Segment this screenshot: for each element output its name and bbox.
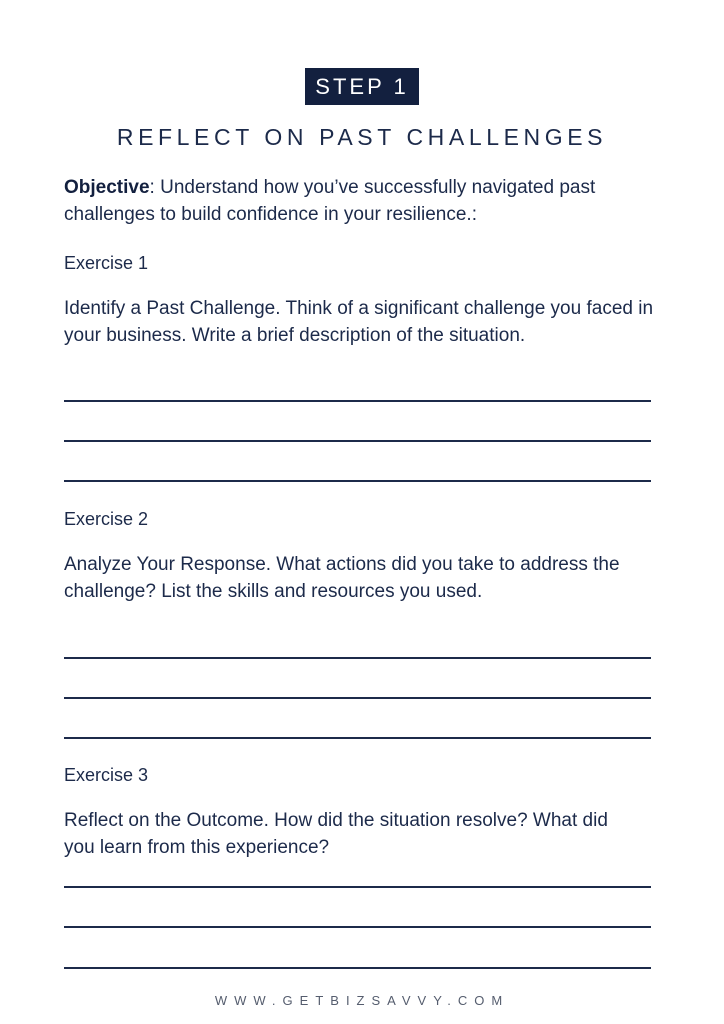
page-title: REFLECT ON PAST CHALLENGES [116, 124, 608, 150]
exercise-1-label: Exercise 1 [64, 253, 149, 273]
answer-line[interactable] [64, 440, 651, 442]
answer-line[interactable] [64, 480, 651, 482]
objective [64, 175, 664, 228]
exercise-2-label: Exercise 2 [64, 509, 149, 529]
answer-line[interactable] [64, 967, 651, 969]
footer-website: WWW.GETBIZSAVVY.COM [214, 993, 510, 1008]
exercise-1-prompt: Identify a Past Challenge. Think of a significant challenge you faced in your business. Write a brief description of the situation. [64, 298, 654, 346]
step-label: STEP 1 [315, 73, 409, 99]
exercise-3-prompt: Reflect on the Outcome. How did the situation resolve? What did you learn from this experience? [64, 810, 608, 858]
answer-line[interactable] [64, 400, 651, 402]
answer-line[interactable] [64, 737, 651, 739]
step-badge [305, 68, 419, 105]
objective-text: : Understand how you’ve successfully navigated past challenges to build confidence in your resilience.: [64, 177, 596, 225]
exercise-2-prompt: Analyze Your Response. What actions did you take to address the challenge? List the skills and resources you used. [64, 554, 620, 602]
exercise-3-label: Exercise 3 [64, 765, 149, 785]
objective-label: Objective [64, 177, 150, 198]
answer-line[interactable] [64, 886, 651, 888]
answer-line[interactable] [64, 657, 651, 659]
answer-line[interactable] [64, 926, 651, 928]
answer-line[interactable] [64, 697, 651, 699]
